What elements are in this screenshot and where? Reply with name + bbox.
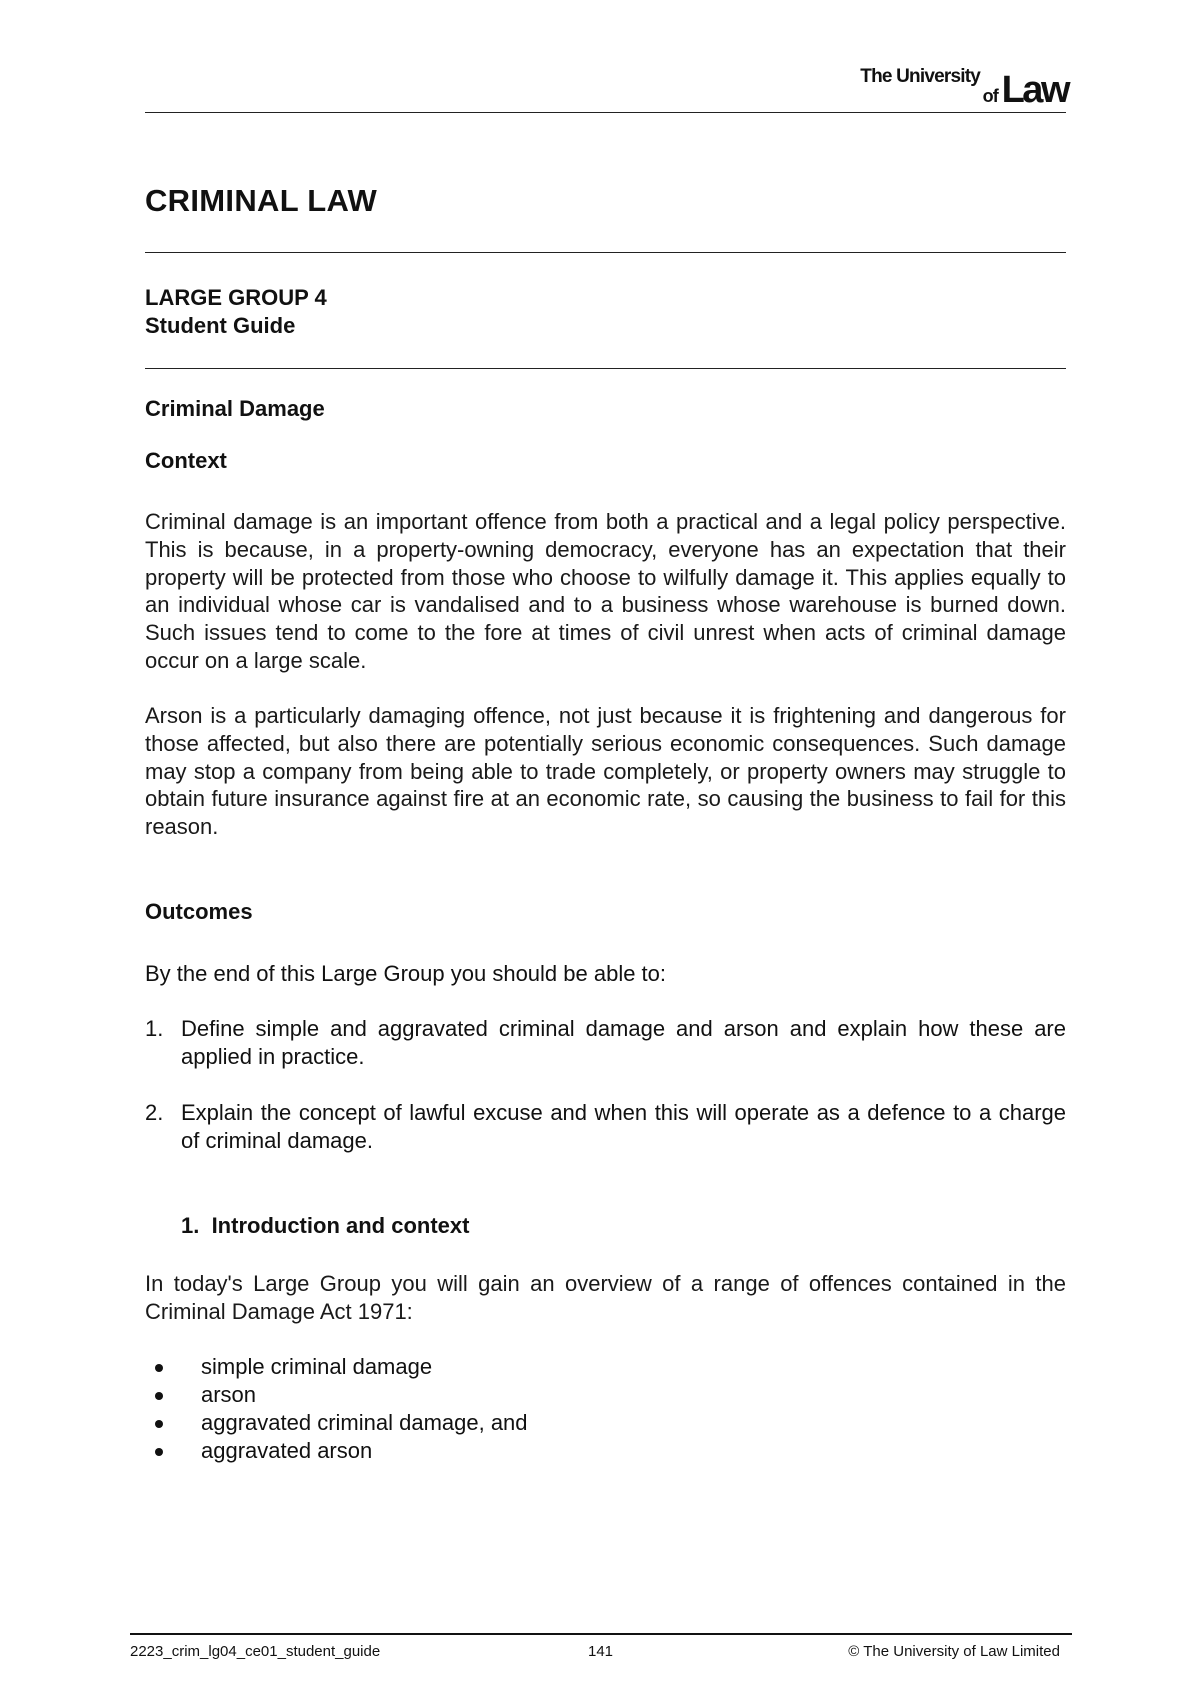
bullet-icon [155, 1364, 163, 1372]
context-paragraph-2: Arson is a particularly damaging offence, not just because it is frightening and dangerous for those affected, but also there are potentially serious economic consequences. Such damage may stop a company from being able to trade completely, or property owners may struggle to obtain future insurance against fire at an economic rate, so causing the business to fail for this reason. [145, 703, 1066, 840]
outcome-number: 1. [145, 1016, 164, 1041]
outcome-text: Explain the concept of lawful excuse and when this will operate as a defence to a charge of criminal damage. [181, 1100, 1066, 1153]
document-title: CRIMINAL LAW [145, 183, 378, 218]
footer-filename: 2223_crim_lg04_ce01_student_guide [130, 1643, 381, 1660]
offence-label: aggravated criminal damage, and [201, 1410, 528, 1435]
context-paragraph-1: Criminal damage is an important offence from both a practical and a legal policy perspective. This is because, in a property-owning democracy, everyone has an expectation that their property will be protected from those who choose to wilfully damage it. This applies equally to an individual whose car is vandalised and to a business whose warehouse is burned down. Such issues tend to come to the fore at times of civil unrest when acts of criminal damage occur on a large scale. [145, 509, 1066, 673]
university-logo [858, 64, 1068, 110]
outcomes-intro: By the end of this Large Group you should be able to: [145, 961, 667, 986]
footer-page-number: 141 [588, 1643, 614, 1660]
bullet-icon [155, 1392, 163, 1400]
footer-divider [130, 1633, 1072, 1635]
outcome-number: 2. [145, 1100, 164, 1125]
title-divider [145, 252, 1066, 253]
subtitle-divider [145, 368, 1066, 369]
section-1-heading: 1. Introduction and context [181, 1213, 470, 1238]
logo-line-university: The University [860, 66, 980, 87]
context-heading: Context [145, 448, 227, 473]
footer-copyright: © The University of Law Limited [848, 1643, 1060, 1660]
offence-label: arson [201, 1382, 257, 1407]
bullet-icon [155, 1448, 163, 1456]
offence-label: aggravated arson [201, 1438, 373, 1463]
outcomes-heading: Outcomes [145, 899, 253, 924]
logo-line-of: of [982, 86, 998, 106]
guide-label: Student Guide [145, 313, 296, 338]
offence-label: simple criminal damage [201, 1354, 433, 1379]
header-divider [145, 112, 1066, 113]
group-label: LARGE GROUP 4 [145, 285, 327, 310]
outcome-text: Define simple and aggravated criminal damage and arson and explain how these are applied in practice. [181, 1016, 1066, 1069]
bullet-icon [155, 1420, 163, 1428]
topic-heading: Criminal Damage [145, 396, 325, 421]
section-1-paragraph: In today's Large Group you will gain an overview of a range of offences contained in the Criminal Damage Act 1971: [145, 1271, 1066, 1324]
logo-line-law: Law [1001, 69, 1068, 111]
